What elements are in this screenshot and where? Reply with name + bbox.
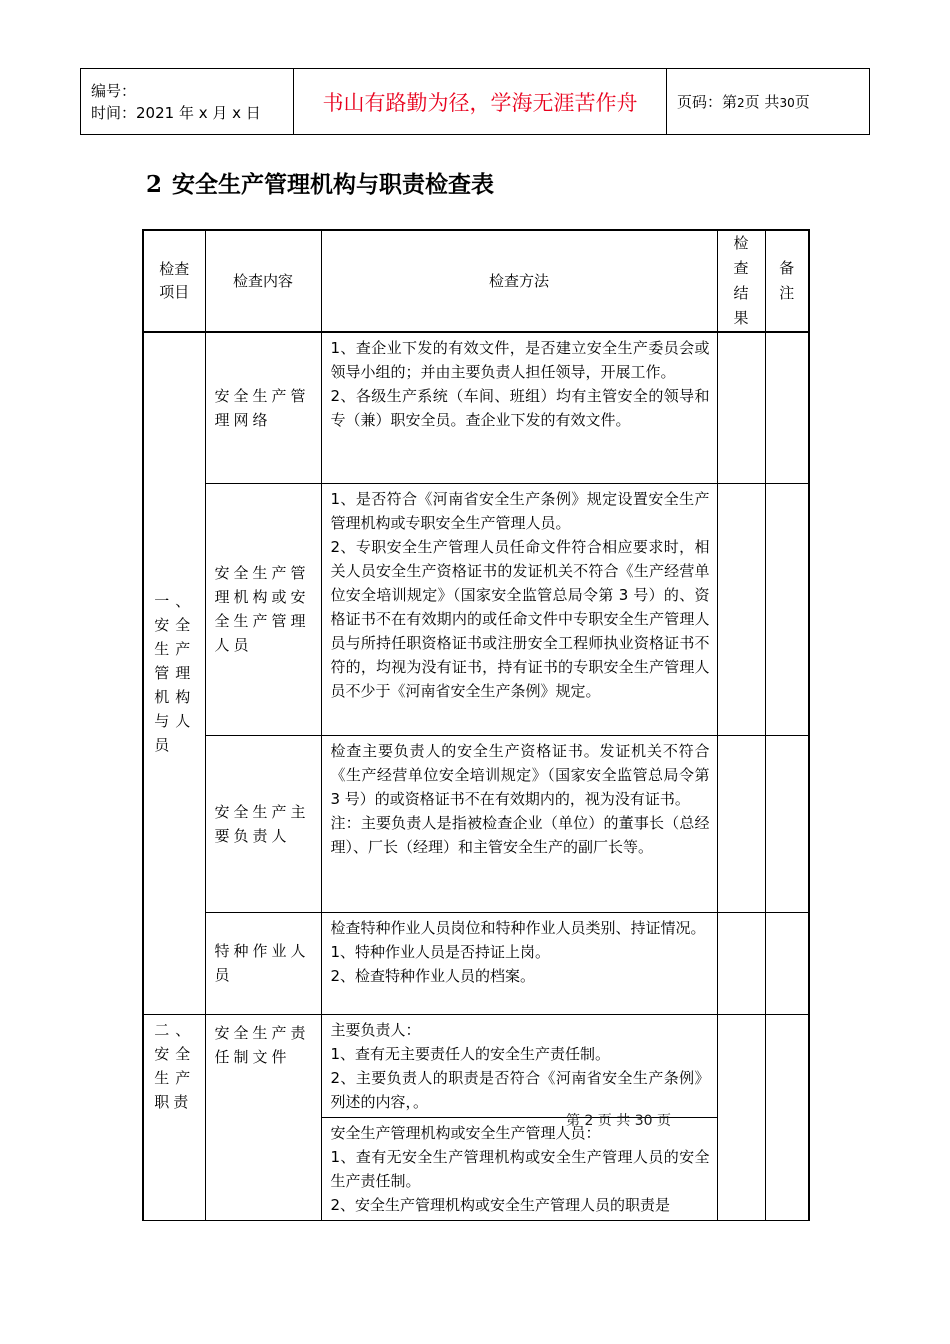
header-page-number bbox=[667, 69, 870, 135]
method-cell bbox=[321, 332, 717, 483]
table-row bbox=[143, 912, 809, 1014]
remark-cell bbox=[765, 735, 809, 912]
content-cell: 安全生产管理网络 bbox=[205, 332, 321, 483]
title-number: 2 bbox=[146, 171, 163, 198]
title-text: 安全生产管理机构与职责检查表 bbox=[172, 172, 495, 198]
content-cell: 特种作业人员 bbox=[205, 912, 321, 1014]
result-cell bbox=[717, 1014, 765, 1220]
content-cell: 安全生产责任制文件 bbox=[205, 1014, 321, 1220]
page-middle: 页 共 bbox=[744, 93, 780, 111]
method-cell bbox=[321, 483, 717, 735]
method-line: 注：主要负责人是指被检查企业（单位）的董事长（总经理）、厂长（经理）和主管安全生产的副厂长等。 bbox=[330, 813, 710, 856]
method-cell bbox=[321, 1014, 717, 1117]
category-label: 二、安全生产职责 bbox=[154, 1020, 195, 1111]
table-row bbox=[143, 483, 809, 735]
page-suffix: 页 bbox=[794, 93, 810, 111]
header-content: 检查内容 bbox=[205, 230, 321, 332]
result-cell bbox=[717, 483, 765, 735]
table-row bbox=[143, 735, 809, 912]
inspection-table bbox=[142, 229, 810, 1221]
remark-cell bbox=[765, 1014, 809, 1220]
method-cell bbox=[321, 735, 717, 912]
method-line: 1、查企业下发的有效文件，是否建立安全生产委员会或领导小组的；并由主要负责人担任领导，开展工作。 bbox=[330, 339, 710, 381]
header-method: 检查方法 bbox=[321, 230, 717, 332]
table-row bbox=[143, 1014, 809, 1117]
method-line: 检查特种作业人员岗位和特种作业人员类别、持证情况。 bbox=[330, 918, 706, 937]
content-cell: 安全生产主要负责人 bbox=[205, 735, 321, 912]
method-line: 1、查有无安全生产管理机构或安全生产管理人员的安全生产责任制。 bbox=[330, 1147, 710, 1190]
page-title bbox=[146, 166, 494, 199]
page-total: 30 bbox=[779, 96, 795, 110]
method-line: 2、检查特种作业人员的档案。 bbox=[330, 966, 536, 985]
code-label: 编号： bbox=[91, 81, 137, 100]
method-line: 1、查有无主要责任人的安全生产责任制。 bbox=[330, 1044, 611, 1063]
time-label: 时间：2021 年 x 月 x 日 bbox=[91, 103, 261, 122]
header-remark: 备注 bbox=[765, 230, 809, 332]
remark-cell bbox=[765, 332, 809, 483]
method-line: 检查主要负责人的安全生产资格证书。发证机关不符合《生产经营单位安全培训规定》（国家安全监管总局令第 3 号）的或资格证书不在有效期内的，视为没有证书。 bbox=[330, 741, 710, 808]
category-cell bbox=[143, 1014, 205, 1220]
result-cell bbox=[717, 735, 765, 912]
method-line: 2、安全生产管理机构或安全生产管理人员的职责是 bbox=[330, 1195, 671, 1214]
method-line: 主要负责人： bbox=[330, 1020, 421, 1039]
page-footer-stamp: 第 2 页 共 30 页 bbox=[566, 1113, 671, 1129]
result-cell bbox=[717, 332, 765, 483]
remark-cell bbox=[765, 483, 809, 735]
content-cell: 安全生产管理机构或安全生产管理人员 bbox=[205, 483, 321, 735]
method-line: 2、主要负责人的职责是否符合《河南省安全生产条例》列述的内容，。 bbox=[330, 1068, 710, 1111]
method-line: 安全生产管理机构或安全生产管理人员： bbox=[330, 1123, 601, 1142]
method-cell bbox=[321, 912, 717, 1014]
category-cell bbox=[143, 332, 205, 1014]
category-label: 一、安全生产管理机构与人员 bbox=[154, 592, 195, 755]
table-header-row bbox=[143, 230, 809, 332]
method-cell bbox=[321, 1117, 717, 1220]
page-prefix: 页码：第 bbox=[677, 93, 738, 111]
method-line: 1、是否符合《河南省安全生产条例》规定设置安全生产管理机构或专职安全生产管理人员。 bbox=[330, 489, 710, 532]
header-meta bbox=[81, 69, 294, 135]
table-row bbox=[143, 332, 809, 483]
method-line: 2、专职安全生产管理人员任命文件符合相应要求时，相关人员安全生产资格证书的发证机关不符合《生产经营单位安全培训规定》（国家安全监管总局令第 3 号）的、资格证书不在有效期内的或任命文件中专职安全生产管理人员与所持任职资格证书或注册安全工程师执业资格证书不符的，均视为没有证书，持有证书的专职安全生产管理人员不少于《河南省安全生产条例》规定。 bbox=[330, 537, 710, 700]
header-result: 检查结果 bbox=[717, 230, 765, 332]
remark-cell bbox=[765, 912, 809, 1014]
document-header bbox=[80, 68, 870, 135]
result-cell bbox=[717, 912, 765, 1014]
header-category: 检查项目 bbox=[143, 230, 205, 332]
method-line: 1、特种作业人员是否持证上岗。 bbox=[330, 942, 551, 961]
method-line: 2、各级生产系统（车间、班组）均有主管安全的领导和专（兼）职安全员。查企业下发的有效文件。 bbox=[330, 387, 710, 429]
header-motto: 书山有路勤为径，学海无涯苦作舟 bbox=[294, 69, 667, 135]
page-current: 2 bbox=[737, 96, 745, 110]
